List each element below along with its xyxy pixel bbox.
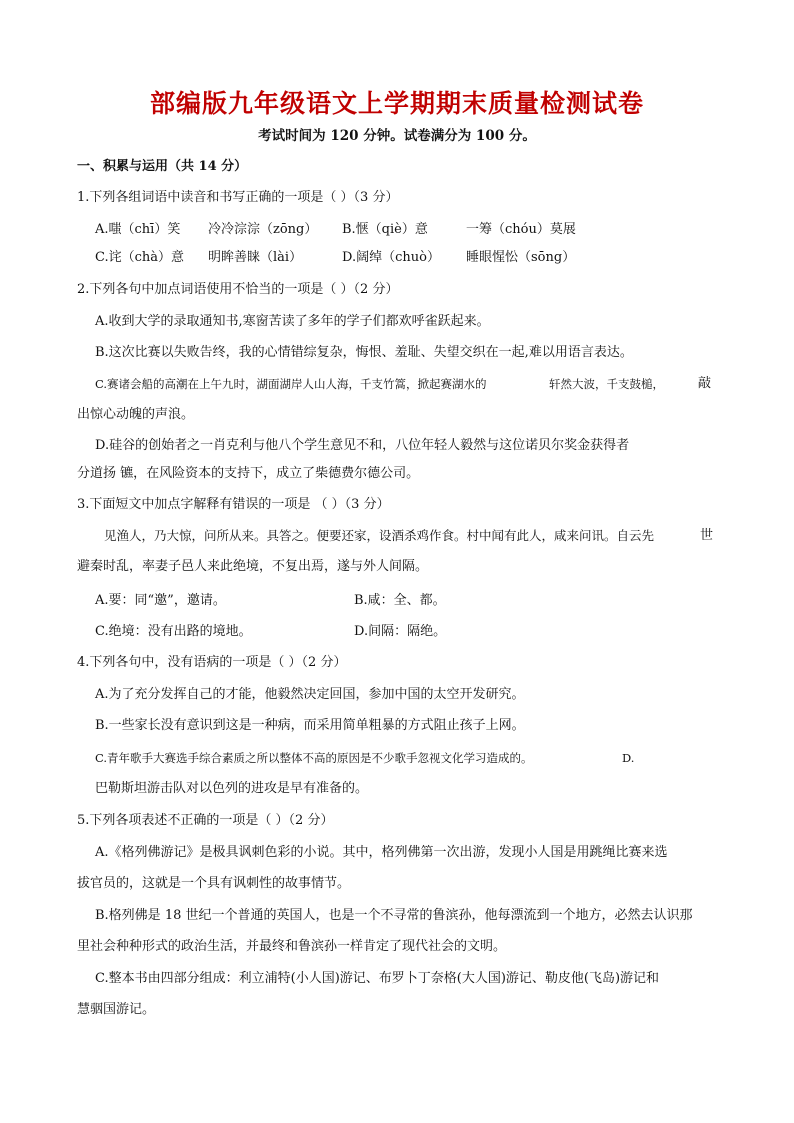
q4-option-a: A.为了充分发挥自己的才能，他毅然决定回国，参加中国的太空开发研究。	[95, 687, 525, 702]
q2-option-c-tail: 敲	[698, 376, 712, 391]
q2-option-d-line2: 分道扬 镳，在风险资本的支持下，成立了柴德费尔德公司。	[77, 466, 420, 481]
q4-option-b: B.一些家长没有意识到这是一种病，而采用简单粗暴的方式阻止孩子上网。	[95, 718, 525, 733]
q1-option-a: A.嗤（chī）笑	[95, 222, 181, 237]
q2-option-a: A.收到大学的录取通知书,寒窗苦读了多年的学子们都欢呼雀跃起来。	[95, 314, 490, 329]
q5-option-c-line1: C.整本书由四部分组成：利立浦特(小人国)游记、布罗卜丁奈格(大人国)游记、勒皮他(飞岛)游记和	[95, 971, 660, 986]
q1-option-b: B.惬（qiè）意	[342, 222, 428, 237]
q5-option-b-line2: 里社会种种形式的政治生活，并最终和鲁滨孙一样肯定了现代社会的文明。	[77, 939, 507, 954]
q4-option-d-label: D.	[622, 751, 635, 765]
q3-option-d: D.间隔：隔绝。	[354, 624, 447, 639]
q1-option-d-word2: 睡眼惺忪（sōng）	[466, 250, 576, 265]
exam-subtitle: 考试时间为 120 分钟。试卷满分为 100 分。	[258, 128, 536, 144]
q3-passage-line1-tail: 世	[700, 528, 714, 543]
question-4-stem: 4.下列各句中，没有语病的一项是（ ）（2 分）	[77, 655, 347, 670]
question-2-stem: 2.下列各句中加点词语使用不恰当的一项是（ ）（2 分）	[77, 282, 399, 297]
q5-option-c-line2: 慧骃国游记。	[77, 1002, 156, 1017]
q1-option-c-word2: 明眸善睐（lài）	[208, 250, 303, 265]
q3-option-a: A.要：同“邀”，邀请。	[95, 593, 226, 608]
section-heading: 一、积累与运用（共 14 分）	[77, 159, 248, 174]
question-3-stem: 3.下面短文中加点字解释有错误的一项是 （ ）（3 分）	[77, 497, 390, 512]
q1-option-a-word2: 冷冷淙淙（zōng）	[208, 222, 318, 237]
q2-option-d-line1: D.硅谷的创始者之一肖克利与他八个学生意见不和，八位年轻人毅然与这位诺贝尔奖金获得者	[95, 438, 630, 453]
q3-passage-line1: 见渔人，乃大惊，问所从来。具答之。便要还家，设酒杀鸡作食。村中闻有此人，咸来问讯。自云先	[104, 528, 655, 543]
q4-option-c: C.青年歌手大赛选手综合素质之所以整体不高的原因是不少歌手忽视文化学习造成的。	[95, 751, 533, 765]
exam-title: 部编版九年级语文上学期期末质量检测试卷	[149, 89, 644, 118]
q1-option-b-word2: 一筹（chóu）莫展	[466, 222, 576, 237]
q4-option-d: 巴勒斯坦游击队对以色列的进攻是早有准备的。	[95, 781, 369, 796]
question-5-stem: 5.下列各项表述不正确的一项是（ ）（2 分）	[77, 813, 334, 828]
q5-option-a-line1: A.《格列佛游记》是极具讽刺色彩的小说。其中，格列佛第一次出游，发现小人国是用跳绳比赛来选	[95, 845, 668, 860]
q2-option-b: B.这次比赛以失败告终，我的心情错综复杂，悔恨、羞耻、失望交织在一起,难以用语言表达。	[95, 345, 633, 360]
q2-option-c-line2: 出惊心动魄的声浪。	[77, 407, 195, 422]
q2-option-c-phrase: 轩然大波，千支鼓槌，	[549, 377, 664, 391]
q3-option-c: C.绝境：没有出路的境地。	[95, 624, 252, 639]
q3-passage-line2: 避秦时乱，率妻子邑人来此绝境，不复出焉，遂与外人间隔。	[77, 559, 429, 574]
q3-option-b: B.咸：全、都。	[354, 593, 446, 608]
q5-option-b-line1: B.格列佛是 18 世纪一个普通的英国人，也是一个不寻常的鲁滨孙，他每漂流到一个地方，必然去认识那	[95, 908, 693, 923]
q1-option-c: C.诧（chà）意	[95, 250, 185, 265]
q5-option-a-line2: 拔官员的，这就是一个具有讽刺性的故事情节。	[77, 876, 351, 891]
q1-option-d: D.阔绰（chuò）	[342, 250, 440, 265]
q2-option-c-line1: C.赛诸会船的高潮在上午九时，湖面湖岸人山人海，千支竹篙，掀起赛湖水的	[95, 377, 487, 391]
question-1-stem: 1.下列各组词语中读音和书写正确的一项是（ ）（3 分）	[77, 190, 399, 205]
